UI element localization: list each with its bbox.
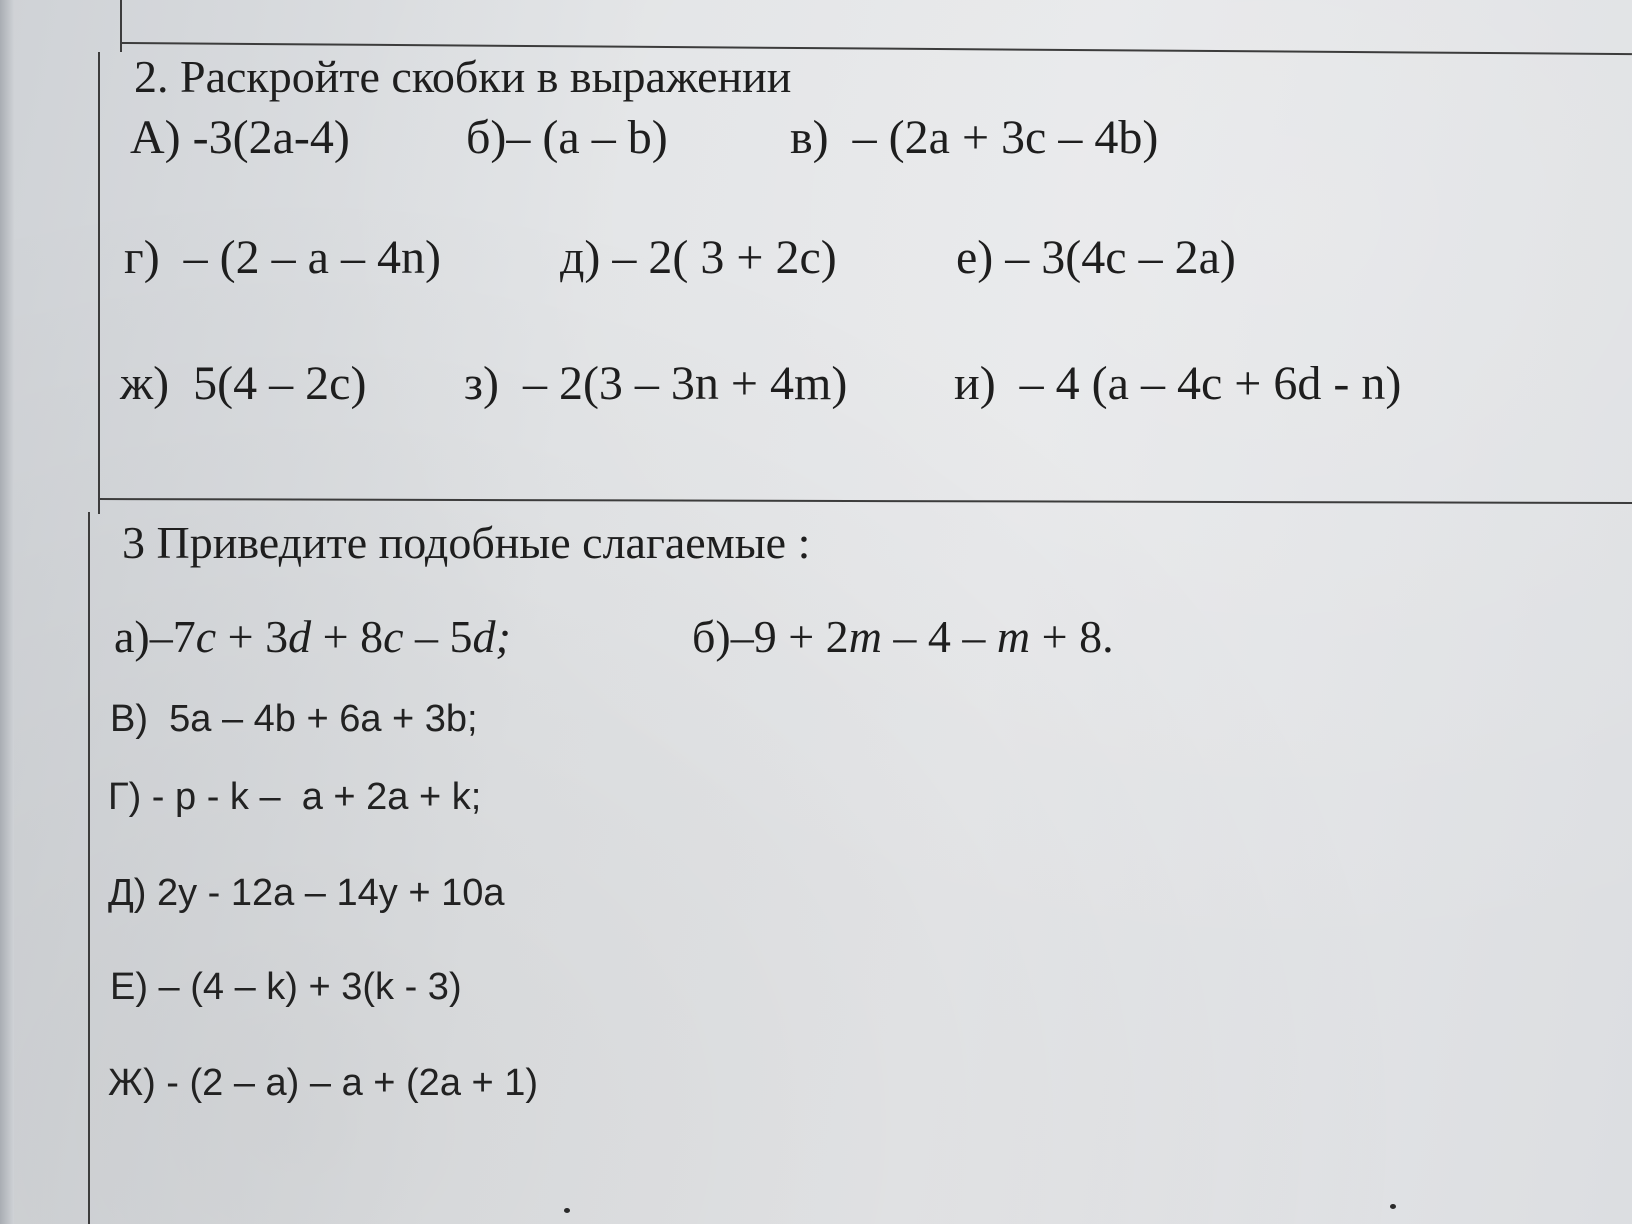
task-3-item-v: В) 5а – 4b + 6а + 3b; [110, 698, 478, 740]
term: –7 [149, 611, 196, 662]
variable: c [195, 611, 217, 662]
task-2-heading: 2. Раскройте скобки в выражении [134, 51, 792, 102]
item-label: а) [114, 611, 150, 662]
task-2-item-v: в) – (2а + 3с – 4b) [790, 111, 1159, 164]
term: + 3 [216, 611, 289, 662]
term: ; [495, 611, 511, 662]
task-2-item-i: и) – 4 (а – 4с + 6d - n) [954, 357, 1402, 410]
variable: d [288, 611, 312, 662]
task-3-item-b [692, 611, 1114, 662]
table-border-left [120, 0, 122, 52]
term: + 8. [1030, 611, 1114, 662]
variable: d [472, 611, 496, 662]
task-2-item-z: з) – 2(3 – 3n + 4m) [464, 357, 848, 410]
task-2-item-e: е) – 3(4с – 2а) [956, 231, 1236, 284]
variable: c [383, 611, 404, 662]
task-3-item-e: Е) – (4 – k) + 3(k - 3) [110, 966, 462, 1008]
table-border-left [88, 512, 90, 1224]
task-2-item-a: А) -3(2а-4) [130, 111, 350, 164]
task-2-item-b: б)– (а – b) [466, 111, 668, 164]
table-border-divider [98, 498, 1632, 504]
task-2-item-g: г) – (2 – а – 4n) [124, 231, 441, 284]
variable: m [996, 611, 1031, 662]
term: + 8 [311, 611, 384, 662]
task-2-item-zh: ж) 5(4 – 2с) [120, 357, 367, 410]
task-3-heading: 3 Приведите подобные слагаемые : [122, 517, 811, 568]
term: – 5 [403, 611, 473, 662]
term: – 4 – [881, 611, 997, 662]
task-2-item-d: д) – 2( 3 + 2с) [560, 231, 837, 284]
term: –9 + 2 [730, 611, 849, 662]
task-3-item-g: Г) - р - k – а + 2а + k; [108, 776, 482, 818]
item-label: б) [692, 611, 731, 662]
paper-speck [1390, 1204, 1396, 1209]
paper-edge-shadow [0, 0, 14, 1224]
task-3-item-a [114, 611, 511, 662]
paper-speck [564, 1208, 570, 1213]
variable: m [848, 611, 882, 662]
table-border-left [98, 52, 100, 514]
task-3-item-d: Д) 2у - 12а – 14у + 10а [108, 872, 505, 914]
task-3-item-zh: Ж) - (2 – а) – а + (2а + 1) [108, 1062, 539, 1104]
